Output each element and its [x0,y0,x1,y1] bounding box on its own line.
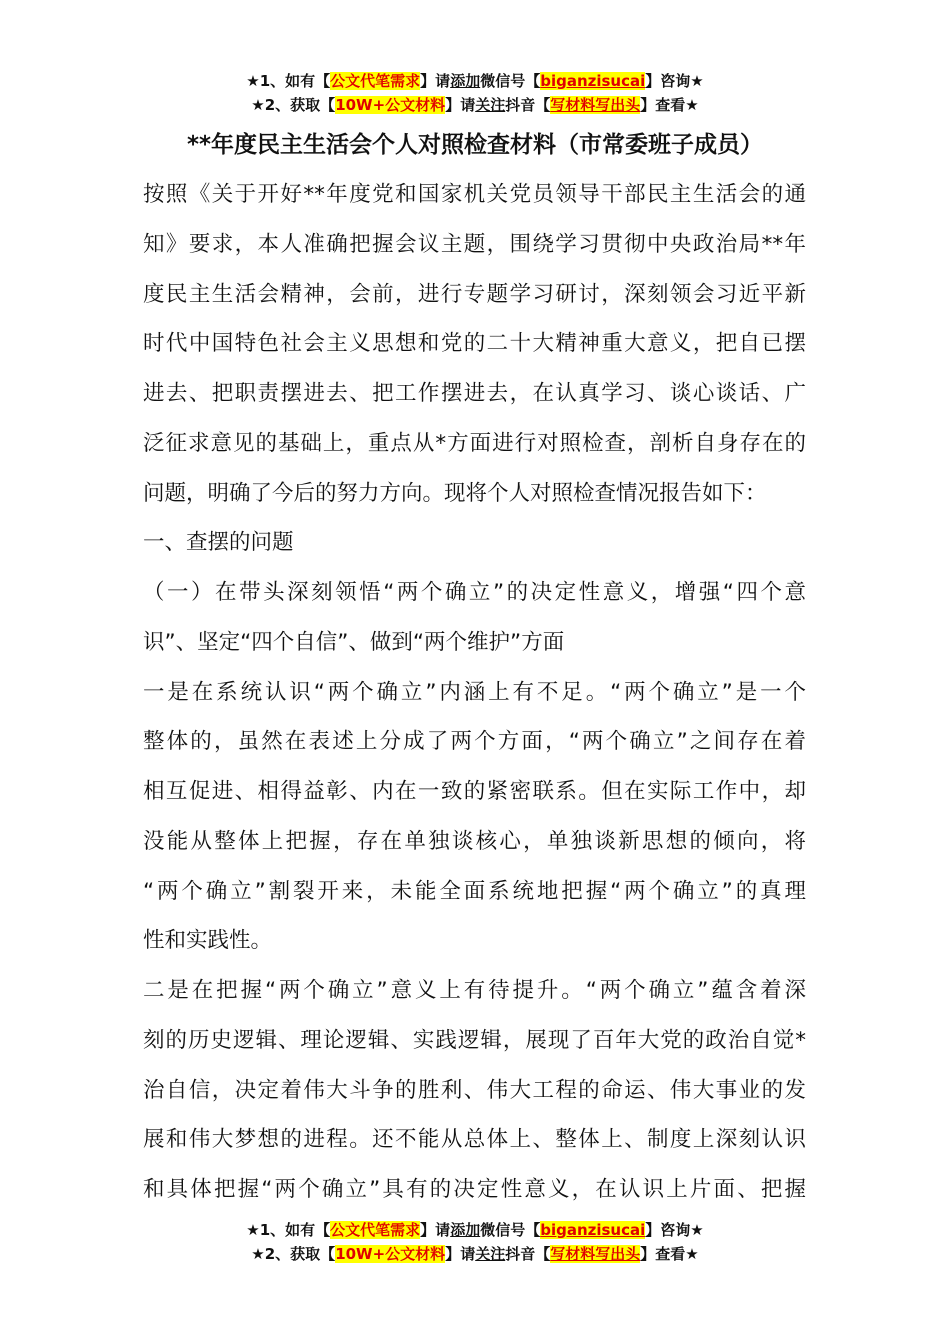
banner-highlight: 10W+公文材料 [335,1245,446,1263]
banner-text: 】查看★ [640,1245,699,1263]
banner-text: 】咨询★ [645,72,704,90]
header-banner-line-2 [0,94,950,116]
body-line: 治自信，决定着伟大斗争的胜利、伟大工程的命运、伟大事业的发 [143,1077,806,1103]
banner-text: 】请 [420,1221,451,1239]
banner-text: 微信号【 [480,72,541,90]
banner-text: 】咨询★ [645,1221,704,1239]
document-title: **年度民主生活会个人对照检查材料（市常委班子成员） [186,132,764,158]
body-line: 和具体把握“两个确立”具有的决定性意义，在认识上片面、把握 [143,1177,806,1202]
section-heading: 一、查摆的问题 [143,530,294,556]
banner-highlight: 公文代笔需求 [330,72,421,90]
banner-text: 】请 [445,96,476,114]
banner-text: 抖音【 [505,96,551,114]
body-line: 二是在把握“两个确立”意义上有待提升。“两个确立”蕴含着深 [143,978,806,1003]
banner-text: ★2、获取【 [251,1245,336,1263]
subsection-heading: （一）在带头深刻领悟“两个确立”的决定性意义，增强“四个意 [143,580,806,605]
banner-highlight: 公文代笔需求 [330,1221,421,1239]
body-line: 问题，明确了今后的努力方向。现将个人对照检查情况报告如下： [143,480,767,506]
document-body [143,170,806,1215]
body-line: 知》要求，本人准确把握会议主题，围绕学习贯彻中央政治局**年 [143,231,806,257]
banner-text: 】请 [420,72,451,90]
banner-text: ★1、如有【 [246,72,331,90]
banner-highlight-wechat: biganzisucai [540,1221,646,1239]
body-line: 展和伟大梦想的进程。还不能从总体上、整体上、制度上深刻认识 [143,1127,806,1153]
banner-text: 】查看★ [640,96,699,114]
header-banner-line-1 [0,70,950,92]
banner-text: ★1、如有【 [246,1221,331,1239]
banner-highlight-douyin: 写材料写出头 [550,96,641,114]
body-line: 按照《关于开好**年度党和国家机关党员领导干部民主生活会的通 [143,182,806,207]
subsection-heading: 识”、坚定“四个自信”、做到“两个维护”方面 [143,629,565,655]
body-line: 性和实践性。 [143,928,273,954]
banner-underline: 添加 [450,1221,481,1239]
banner-text: 抖音【 [505,1245,551,1263]
footer-banner-line-1 [0,1219,950,1241]
body-line: 没能从整体上把握，存在单独谈核心，单独谈新思想的倾向，将 [143,828,806,854]
body-line: 泛征求意见的基础上，重点从*方面进行对照检查，剖析自身存在的 [143,430,806,456]
footer-banner-line-2 [0,1243,950,1265]
banner-text: 微信号【 [480,1221,541,1239]
body-line: 相互促进、相得益彰、内在一致的紧密联系。但在实际工作中，却 [143,779,806,804]
banner-highlight-douyin: 写材料写出头 [550,1245,641,1263]
banner-underline: 关注 [475,96,506,114]
body-line: 度民主生活会精神，会前，进行专题学习研讨，深刻领会习近平新 [143,281,806,307]
body-line: 整体的，虽然在表述上分成了两个方面，“两个确立”之间存在着 [143,729,806,755]
banner-text: ★2、获取【 [251,96,336,114]
banner-underline: 关注 [475,1245,506,1263]
body-line: 刻的历史逻辑、理论逻辑、实践逻辑，展现了百年大党的政治自觉* [143,1027,806,1053]
body-line: 进去、把职责摆进去、把工作摆进去，在认真学习、谈心谈话、广 [143,381,806,406]
banner-underline: 添加 [450,72,481,90]
banner-text: 】请 [445,1245,476,1263]
body-line: “两个确立”割裂开来，未能全面系统地把握“两个确立”的真理 [143,878,806,904]
body-line: 一是在系统认识“两个确立”内涵上有不足。“两个确立”是一个 [143,679,806,705]
banner-highlight: 10W+公文材料 [335,96,446,114]
body-line: 时代中国特色社会主义思想和党的二十大精神重大意义，把自已摆 [143,331,806,357]
banner-highlight-wechat: biganzisucai [540,72,646,90]
